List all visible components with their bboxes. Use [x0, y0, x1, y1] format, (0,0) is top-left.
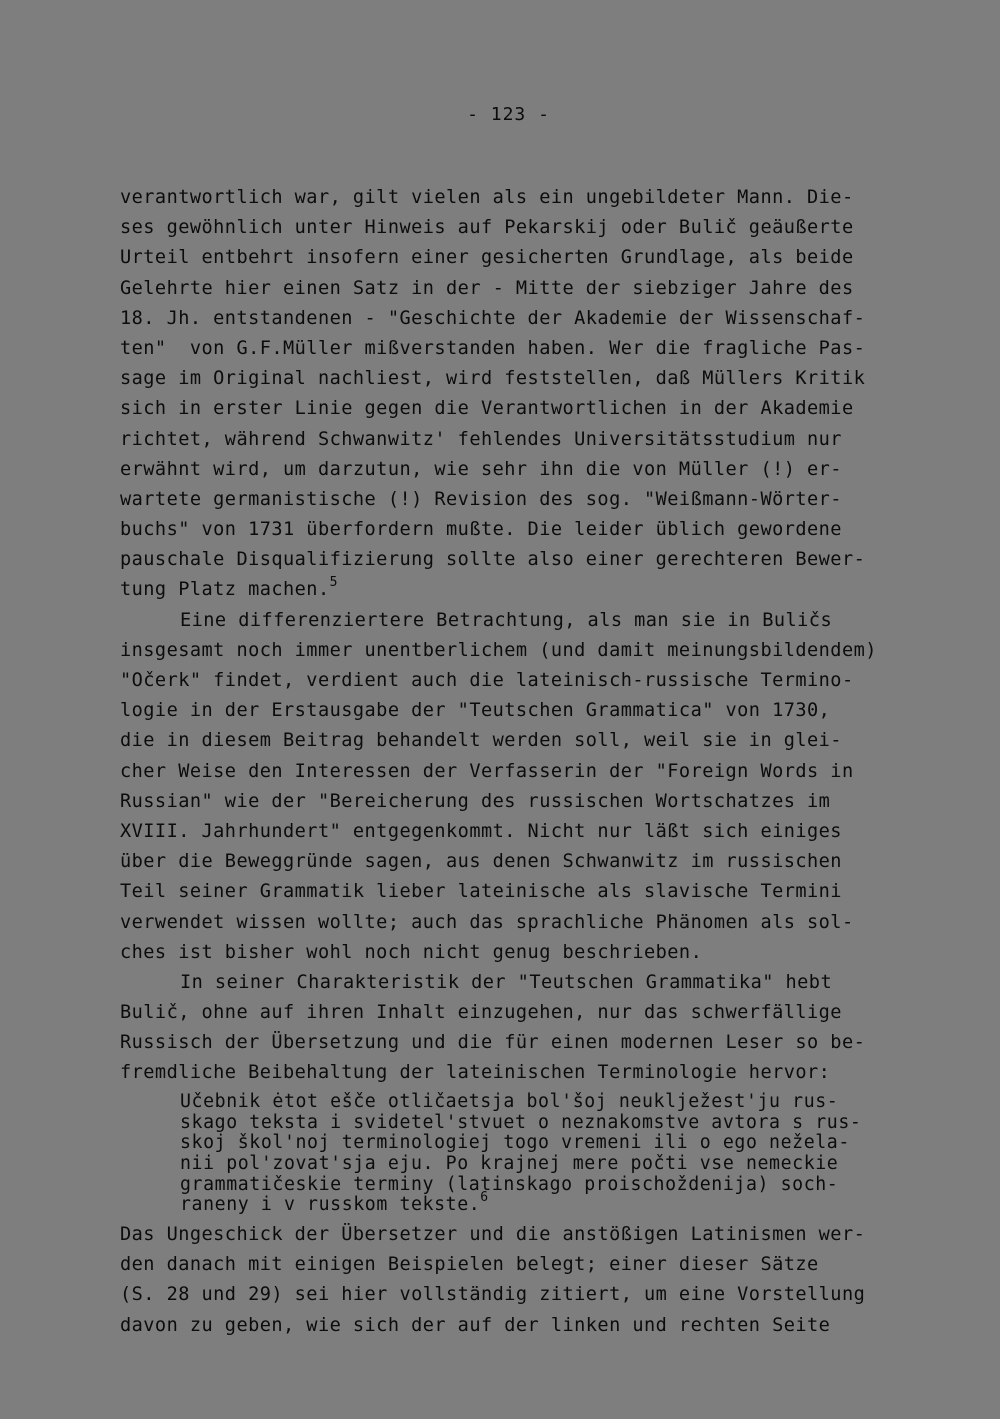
text-line: Gelehrte hier einen Satz in der - Mitte der siebziger Jahre des — [120, 277, 854, 299]
text-line: fremdliche Beibehaltung der lateinischen Terminologie hervor: — [120, 1062, 831, 1084]
text-line: cher Weise den Interessen der Verfasserin der "Foreign Words in — [120, 760, 854, 782]
quote-line: grammatičeskie terminy (latinskago proischoždenija) soch- — [180, 1173, 839, 1195]
text-line: insgesamt noch immer unentberlichem (und damit meinungsbildendem) — [120, 639, 877, 661]
text-line: "Očerk" findet, verdient auch die lateinisch-russische Termino- — [120, 670, 854, 691]
text-line: Russisch der Übersetzung und die für einen modernen Leser so be- — [120, 1032, 866, 1054]
main-text — [120, 183, 910, 1089]
text-line: richtet, während Schwanwitz' fehlendes Universitätsstudium nur — [120, 428, 842, 450]
text-line: (S. 28 und 29) sei hier vollständig zitiert, um eine Vorstellung — [120, 1284, 866, 1306]
text-line: davon zu geben, wie sich der auf der linken und rechten Seite — [120, 1314, 831, 1336]
text-line: sich in erster Linie gegen die Verantwortlichen in der Akademie — [120, 398, 854, 420]
quote-line: skoj škol'noj terminologiej togo vremeni ili o ego nežela- — [180, 1132, 850, 1154]
text-line: Teil seiner Grammatik lieber lateinische als slavische Termini — [120, 881, 842, 903]
quote-line: skago teksta i svidetel'stvuet o neznakomstve avtora s rus- — [180, 1111, 862, 1133]
text-line: verwendet wissen wollte; auch das sprachliche Phänomen als sol- — [120, 911, 854, 933]
quote-line — [180, 1190, 900, 1216]
text-line — [120, 575, 910, 605]
text-line: die in diesem Beitrag behandelt werden soll, weil sie in glei- — [120, 730, 842, 752]
paragraph-3 — [120, 968, 910, 1089]
text-line: Urteil entbehrt insofern einer gesicherten Grundlage, als beide — [120, 247, 854, 269]
footnote-reference: 5 — [329, 575, 338, 591]
text-line: über die Beweggründe sagen, aus denen Schwanwitz im russischen — [120, 851, 842, 873]
text-line: logie in der Erstausgabe der "Teutschen Grammatica" von 1730, — [120, 700, 831, 722]
text-line: ten" von G.F.Müller mißverstanden haben. Wer die fragliche Pas- — [120, 337, 866, 359]
text-line-content: tung Platz machen. — [120, 579, 330, 601]
text-line: buchs" von 1731 überfordern mußte. Die leider üblich gewordene — [120, 519, 842, 541]
text-line: 18. Jh. entstandenen - "Geschichte der Akademie der Wissenschaf- — [120, 307, 866, 329]
paragraph-2 — [120, 606, 910, 968]
block-quote — [180, 1092, 900, 1216]
text-line: XVIII. Jahrhundert" entgegenkommt. Nicht nur läßt sich einiges — [120, 820, 842, 842]
quote-line: Učebnik ėtot ešče otličaetsja bol'šoj neuklježest'ju rus- — [180, 1091, 839, 1112]
text-line: Russian" wie der "Bereicherung des russischen Wortschatzes im — [120, 790, 831, 812]
text-line: Eine differenziertere Betrachtung, als man sie in Buličs — [180, 609, 833, 631]
text-line: ses gewöhnlich unter Hinweis auf Pekarskij oder Bulič geäußerte — [120, 217, 854, 239]
text-line: wartete germanistische (!) Revision des sog. "Weißmann-Wörter- — [120, 488, 842, 510]
footnote-reference: 6 — [480, 1190, 489, 1206]
text-line: Bulič, ohne auf ihren Inhalt einzugehen, nur das schwerfällige — [120, 1002, 842, 1024]
paragraph-1 — [120, 183, 910, 606]
text-line: verantwortlich war, gilt vielen als ein ungebildeter Mann. Die- — [120, 187, 854, 208]
text-line: den danach mit einigen Beispielen belegt; einer dieser Sätze — [120, 1254, 819, 1276]
text-line: erwähnt wird, um darzutun, wie sehr ihn die von Müller (!) er- — [120, 458, 842, 480]
quote-line: nii pol'zovat'sja eju. Po krajnej mere počti vse nemeckie — [180, 1153, 839, 1175]
text-line: Das Ungeschick der Übersetzer und die anstößigen Latinismen wer- — [120, 1224, 866, 1245]
text-line: pauschale Disqualifizierung sollte also einer gerechteren Bewer- — [120, 549, 866, 571]
page-number: - 123 - — [467, 104, 550, 125]
text-line: ches ist bisher wohl noch nicht genug beschrieben. — [120, 941, 703, 963]
text-line: In seiner Charakteristik der "Teutschen Grammatika" hebt — [180, 971, 833, 993]
quote-line-content: raneny i v russkom tekste. — [180, 1194, 481, 1216]
paragraph-4 — [120, 1220, 910, 1341]
text-line: sage im Original nachliest, wird feststellen, daß Müllers Kritik — [120, 368, 866, 390]
